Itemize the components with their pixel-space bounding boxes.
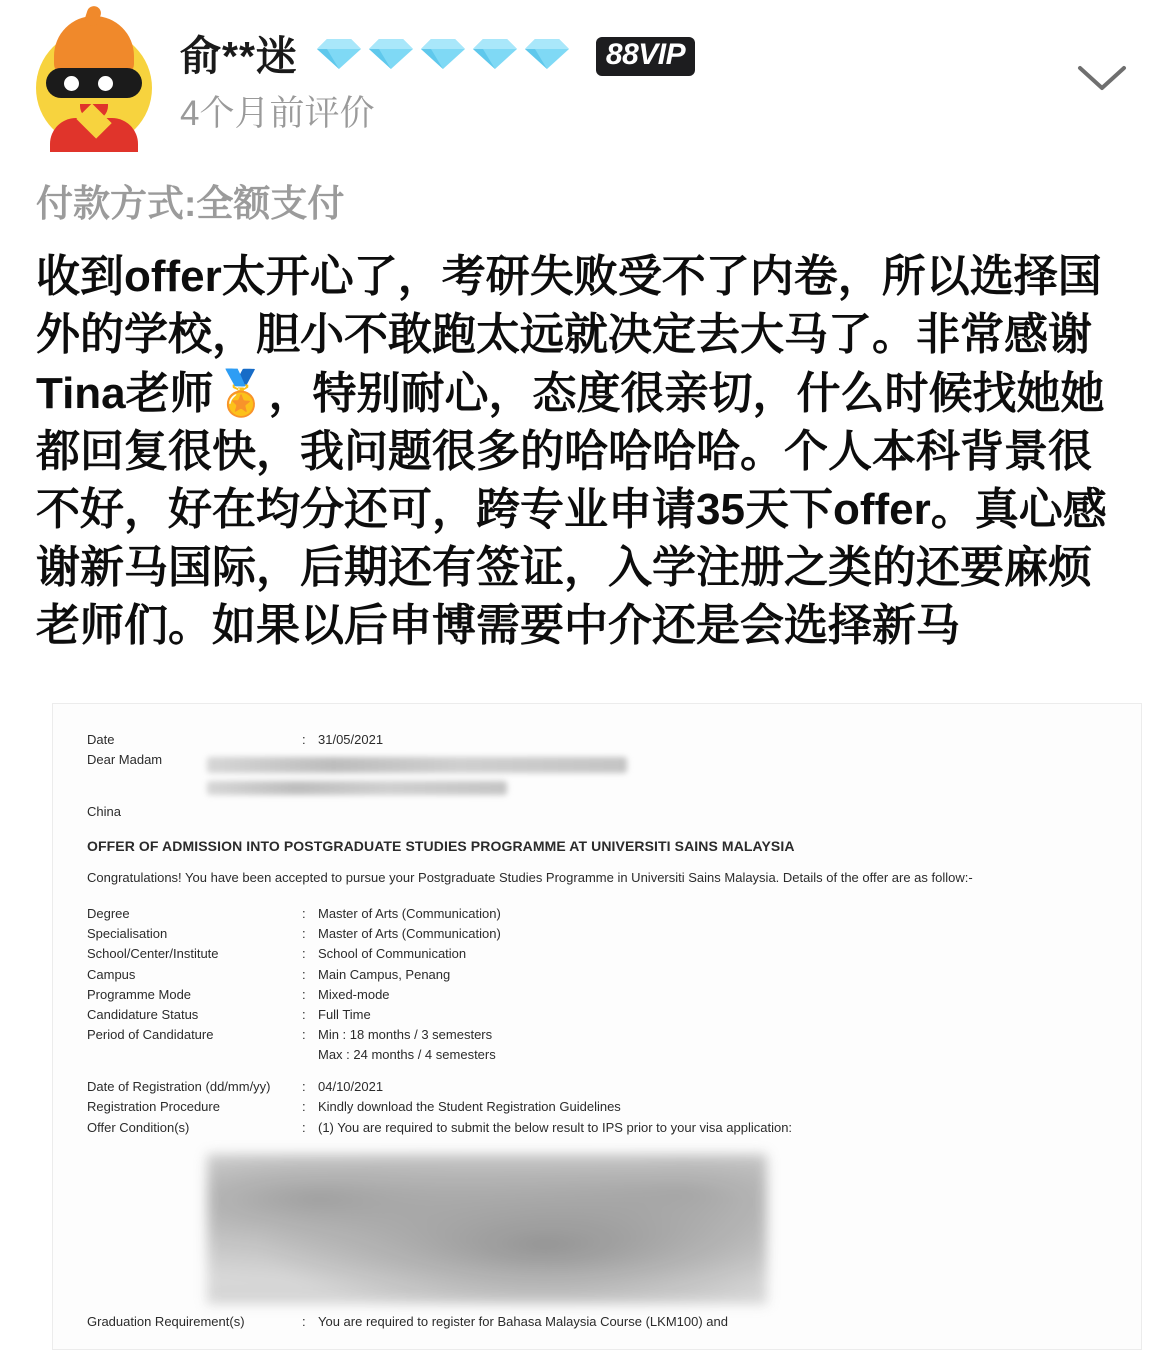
header-text bbox=[180, 28, 1134, 134]
doc-colon: : bbox=[302, 731, 306, 747]
row-label: Programme Mode bbox=[87, 986, 192, 1002]
row-label bbox=[87, 1045, 302, 1065]
row-label: Specialisation bbox=[87, 926, 168, 942]
row-label: Offer Condition(s) bbox=[87, 1119, 190, 1135]
diamond-icon bbox=[368, 37, 414, 76]
attachment-image[interactable] bbox=[52, 703, 1142, 1329]
table-row bbox=[87, 1077, 1107, 1097]
doc-date-value: 31/05/2021 bbox=[318, 731, 384, 747]
row-label: Period of Candidature bbox=[87, 1026, 214, 1042]
row-value: Kindly download the Student Registration Guidelines bbox=[318, 1099, 621, 1115]
offer-letter bbox=[52, 703, 1142, 1350]
gem-rating bbox=[316, 37, 570, 76]
avatar-hair bbox=[54, 16, 134, 74]
doc-colon: : bbox=[302, 926, 306, 942]
row-value: Full Time bbox=[318, 1006, 371, 1022]
row-value: Max : 24 months / 4 semesters bbox=[318, 1047, 496, 1063]
doc-date-label: Date bbox=[87, 731, 115, 747]
avatar-mask bbox=[46, 68, 142, 98]
payment-method: 付款方式:全额支付 bbox=[36, 183, 345, 224]
row-value: Master of Arts (Communication) bbox=[318, 906, 501, 922]
row-label: Degree bbox=[87, 906, 130, 922]
row-value: Master of Arts (Communication) bbox=[318, 926, 501, 942]
doc-colon: : bbox=[302, 906, 306, 922]
row-value: 04/10/2021 bbox=[318, 1079, 384, 1095]
review-header bbox=[36, 28, 1134, 146]
doc-recipient-label: Dear Madam bbox=[87, 752, 163, 768]
diamond-icon bbox=[420, 37, 466, 76]
table-row bbox=[87, 1118, 1107, 1138]
doc-colon: : bbox=[302, 986, 306, 1002]
doc-colon: : bbox=[302, 1099, 306, 1115]
doc-country: China bbox=[87, 803, 121, 819]
table-row bbox=[87, 904, 1107, 924]
avatar-eye-right bbox=[98, 76, 113, 91]
row-value: School of Communication bbox=[318, 946, 467, 962]
row-label: Registration Procedure bbox=[87, 1099, 220, 1115]
row-value: Mixed-mode bbox=[318, 986, 390, 1002]
redacted-address bbox=[207, 781, 507, 795]
footer-label: Graduation Requirement(s) bbox=[87, 1313, 245, 1329]
doc-country-row bbox=[87, 802, 1107, 822]
table-row bbox=[87, 985, 1107, 1005]
doc-details-table bbox=[87, 904, 1107, 1065]
diamond-icon bbox=[472, 37, 518, 76]
review-time: 4个月前评价 bbox=[180, 94, 375, 133]
vip-badge: 88VIP bbox=[596, 37, 695, 75]
table-row bbox=[87, 924, 1107, 944]
footer-value: You are required to register for Bahasa Malaysia Course (LKM100) and bbox=[318, 1313, 728, 1329]
row-label: Candidature Status bbox=[87, 1006, 199, 1022]
chevron-down-icon[interactable] bbox=[1076, 62, 1128, 94]
doc-colon: : bbox=[302, 946, 306, 962]
doc-footer-row bbox=[87, 1314, 1107, 1329]
doc-paragraph: Congratulations! You have been accepted to pursue your Postgraduate Studies Programme in Universiti Sains Malaysia. Details of the offer are as follow:- bbox=[87, 869, 973, 885]
doc-registration-table bbox=[87, 1077, 1107, 1137]
name-row bbox=[180, 33, 1134, 79]
table-row bbox=[87, 1097, 1107, 1117]
doc-colon: : bbox=[302, 1006, 306, 1022]
table-row bbox=[87, 1045, 1107, 1065]
diamond-icon bbox=[316, 37, 362, 76]
row-value: Min : 18 months / 3 semesters bbox=[318, 1026, 493, 1042]
row-label: School/Center/Institute bbox=[87, 946, 219, 962]
doc-date-row bbox=[87, 730, 1107, 750]
doc-colon: : bbox=[302, 1026, 306, 1042]
avatar-eye-left bbox=[64, 76, 79, 91]
doc-colon: : bbox=[302, 1079, 306, 1095]
doc-colon: : bbox=[302, 1119, 306, 1135]
doc-header bbox=[87, 730, 1107, 822]
table-row bbox=[87, 1025, 1107, 1045]
row-value: (1) You are required to submit the below result to IPS prior to your visa application: bbox=[318, 1119, 793, 1135]
doc-colon bbox=[302, 1045, 318, 1065]
row-label: Date of Registration (dd/mm/yy) bbox=[87, 1079, 271, 1095]
diamond-icon bbox=[524, 37, 570, 76]
doc-colon: : bbox=[302, 966, 306, 982]
doc-title: OFFER OF ADMISSION INTO POSTGRADUATE STUDIES PROGRAMME AT UNIVERSITI SAINS MALAYSIA bbox=[87, 837, 795, 854]
redacted-content-block bbox=[207, 1154, 767, 1304]
row-label: Campus bbox=[87, 966, 136, 982]
table-row bbox=[87, 965, 1107, 985]
table-row bbox=[87, 944, 1107, 964]
table-row bbox=[87, 1005, 1107, 1025]
row-value: Main Campus, Penang bbox=[318, 966, 451, 982]
review-content: 收到offer太开心了，考研失败受不了内卷，所以选择国外的学校，胆小不敢跑太远就决定去大马了。非常感谢Tina老师🏅，特别耐心，态度很亲切，什么时候找她她都回复很快，我问题很多的哈哈哈哈。个人本科背景很不好，好在均分还可，跨专业申请35天下offer。真心感谢新马国际，后期还有签证，入学注册之类的还要麻烦老师们。如果以后申博需要中介还是会选择新马 bbox=[36, 252, 1107, 650]
user-name: 俞**迷 bbox=[180, 33, 298, 79]
doc-colon: : bbox=[302, 1313, 306, 1329]
avatar[interactable] bbox=[36, 30, 152, 146]
redacted-name bbox=[207, 757, 627, 773]
